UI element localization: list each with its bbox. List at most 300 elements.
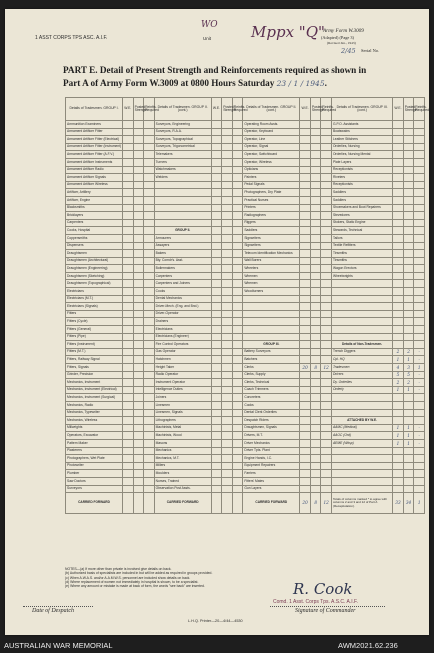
trade-cell: Clerks, Supply: [243, 371, 300, 379]
value-cell-reinf: -: [414, 348, 425, 356]
value-cell-reinf: [144, 121, 155, 129]
value-cell-reinf: [144, 128, 155, 136]
trade-cell: Operating Room Assts.: [243, 121, 300, 129]
value-cell-posted: [403, 265, 414, 273]
col-header-group2a: Details of Tradesmen. GROUP II. (cont.): [154, 98, 211, 121]
value-cell-posted: [403, 257, 414, 265]
trade-cell: Armament Artificer Instruments: [66, 158, 123, 166]
value-cell-posted: [310, 432, 321, 440]
value-cell-we: [211, 280, 222, 288]
value-cell-we: [393, 417, 404, 425]
value-cell-reinf: [232, 371, 243, 379]
value-cell-we: [211, 394, 222, 402]
value-cell-posted: [133, 401, 144, 409]
trade-cell: Assayers: [154, 242, 211, 250]
value-cell-posted: [222, 234, 233, 242]
trade-cell: Armament Artificer Wireless: [66, 181, 123, 189]
value-cell-reinf: [321, 189, 332, 197]
value-cell-reinf: [232, 204, 243, 212]
value-cell-reinf: [321, 136, 332, 144]
value-cell-posted: [403, 470, 414, 478]
value-cell-posted: [222, 318, 233, 326]
value-cell-reinf: [144, 432, 155, 440]
value-cell-reinf: [321, 151, 332, 159]
archive-footer: [0, 638, 434, 653]
value-cell-reinf: [321, 379, 332, 387]
value-cell-posted: [133, 121, 144, 129]
value-cell-we: [393, 219, 404, 227]
value-cell-posted: 1: [403, 432, 414, 440]
value-cell-we: 1: [393, 432, 404, 440]
value-cell-reinf: [144, 227, 155, 235]
value-cell-reinf: [232, 439, 243, 447]
value-cell-posted: [133, 158, 144, 166]
value-cell-we: [211, 333, 222, 341]
value-cell-we: [123, 280, 134, 288]
value-cell-we: 20: [300, 364, 311, 372]
trade-cell: Electricians (Engineer): [154, 333, 211, 341]
value-cell-we: [123, 158, 134, 166]
value-cell-we: [211, 151, 222, 159]
value-cell-reinf: [321, 121, 332, 129]
trade-cell: Watchmakers: [154, 166, 211, 174]
value-cell-posted: [310, 257, 321, 265]
cf-total-posted: 34: [403, 493, 414, 514]
trade-cell: Wagon Erectors: [331, 265, 392, 273]
trade-cell: [331, 394, 392, 402]
trade-cell: [243, 310, 300, 318]
value-cell-we: [123, 128, 134, 136]
trade-cell: Mechanics: [154, 447, 211, 455]
value-cell-posted: [133, 272, 144, 280]
value-cell-we: 2: [393, 348, 404, 356]
trade-cell: Stewards, Technical: [331, 227, 392, 235]
table-row: [66, 386, 425, 394]
value-cell-reinf: [321, 394, 332, 402]
title-date-suffix: .: [324, 78, 327, 88]
value-cell-posted: [403, 219, 414, 227]
value-cell-posted: [222, 227, 233, 235]
value-cell-reinf: [321, 447, 332, 455]
cf-group3-posted: 8: [310, 493, 321, 514]
value-cell-we: [211, 417, 222, 425]
part-e-title: [63, 64, 393, 90]
value-cell-posted: [310, 424, 321, 432]
value-cell-we: [211, 136, 222, 144]
value-cell-reinf: [414, 166, 425, 174]
value-cell-we: [300, 234, 311, 242]
value-cell-posted: [133, 288, 144, 296]
value-cell-reinf: [232, 386, 243, 394]
value-cell-we: [393, 288, 404, 296]
value-cell-reinf: [144, 455, 155, 463]
value-cell-posted: [133, 219, 144, 227]
trade-cell: Gun Layers: [243, 485, 300, 493]
cf-group3-reinf: 12: [321, 493, 332, 514]
value-cell-reinf: 1: [414, 364, 425, 372]
value-cell-posted: [310, 158, 321, 166]
trade-cell: Orderlies, Nursing: [331, 143, 392, 151]
value-cell-reinf: [232, 219, 243, 227]
value-cell-posted: [133, 318, 144, 326]
value-cell-we: [123, 310, 134, 318]
col-header-posted: Posted Strength: [222, 98, 233, 121]
value-cell-reinf: [232, 181, 243, 189]
trade-cell: Fitters, Signals: [66, 364, 123, 372]
value-cell-we: [211, 189, 222, 197]
serial-value: 2/45: [341, 47, 356, 55]
value-cell-we: [300, 318, 311, 326]
trade-cell: Boilermakers: [154, 265, 211, 273]
value-cell-posted: [403, 151, 414, 159]
value-cell-reinf: [321, 462, 332, 470]
value-cell-reinf: [144, 234, 155, 242]
trade-cell: Fitters (Cycle): [66, 318, 123, 326]
trade-cell: Cooks: [154, 288, 211, 296]
value-cell-posted: [222, 136, 233, 144]
value-cell-posted: 1: [403, 386, 414, 394]
value-cell-reinf: [414, 257, 425, 265]
trade-cell: Dental Clerk Orderlies: [243, 409, 300, 417]
col-header-posted: Posted Strength: [133, 98, 144, 121]
trade-cell: Ammunition Examiners: [66, 121, 123, 129]
value-cell-we: [211, 265, 222, 273]
trade-cell: Artificer, Engine: [66, 196, 123, 204]
value-cell-reinf: [232, 242, 243, 250]
value-cell-posted: [133, 326, 144, 334]
value-cell-we: [211, 470, 222, 478]
trade-cell: Surveyors: [66, 485, 123, 493]
value-cell-reinf: -: [414, 424, 425, 432]
value-cell-reinf: [232, 462, 243, 470]
value-cell-posted: [310, 394, 321, 402]
value-cell-reinf: [414, 272, 425, 280]
value-cell-reinf: [144, 364, 155, 372]
trade-cell: Drivers: [331, 371, 392, 379]
table-row: [66, 439, 425, 447]
value-cell-posted: [403, 204, 414, 212]
value-cell-we: [300, 417, 311, 425]
value-cell-posted: [222, 212, 233, 220]
trade-cell: Fitters: [66, 310, 123, 318]
trade-cell: Practical Nurses: [243, 196, 300, 204]
value-cell-posted: [403, 295, 414, 303]
trade-cell: Mechanics, M.T.: [154, 455, 211, 463]
value-cell-we: [393, 121, 404, 129]
trade-cell: Printers: [243, 204, 300, 212]
value-cell-we: [393, 136, 404, 144]
value-cell-posted: [310, 326, 321, 334]
value-cell-we: [211, 272, 222, 280]
value-cell-we: [123, 432, 134, 440]
value-cell-posted: [222, 470, 233, 478]
value-cell-we: [300, 204, 311, 212]
value-cell-we: [123, 447, 134, 455]
value-cell-posted: [133, 364, 144, 372]
value-cell-reinf: [321, 265, 332, 273]
trade-cell: [331, 318, 392, 326]
value-cell-reinf: [232, 333, 243, 341]
value-cell-reinf: [414, 265, 425, 273]
trade-cell: Artificer, Artillery: [66, 189, 123, 197]
value-cell-reinf: [414, 295, 425, 303]
trade-cell: Hatchmen: [154, 356, 211, 364]
form-adapted: (Adapted) (Page 3): [321, 35, 354, 40]
trade-cell: Fitters (General): [66, 326, 123, 334]
value-cell-reinf: [232, 143, 243, 151]
value-cell-we: [300, 242, 311, 250]
trade-cell: Pattern Maker: [66, 439, 123, 447]
col-header-reinf: Reinfts. Required: [144, 98, 155, 121]
value-cell-posted: [222, 485, 233, 493]
value-cell-we: [300, 439, 311, 447]
value-cell-we: [211, 257, 222, 265]
trade-cell: [331, 485, 392, 493]
value-cell-reinf: [321, 234, 332, 242]
value-cell-we: [300, 143, 311, 151]
value-cell-we: [123, 477, 134, 485]
value-cell-reinf: [414, 288, 425, 296]
value-cell-posted: [403, 181, 414, 189]
commander-signature: R. Cook: [293, 580, 353, 598]
value-cell-we: [211, 386, 222, 394]
value-cell-posted: [310, 280, 321, 288]
value-cell-posted: [133, 409, 144, 417]
value-cell-posted: [310, 386, 321, 394]
value-cell-we: [300, 265, 311, 273]
value-cell-we: [211, 250, 222, 258]
value-cell-we: [211, 455, 222, 463]
value-cell-we: [393, 189, 404, 197]
value-cell-posted: [133, 394, 144, 402]
col-header-reinf: Reinfts. Required: [321, 98, 332, 121]
value-cell-reinf: [414, 234, 425, 242]
trade-cell: Moulders: [154, 470, 211, 478]
value-cell-reinf: [414, 326, 425, 334]
trade-cell: [331, 409, 392, 417]
value-cell-posted: [310, 265, 321, 273]
value-cell-we: [211, 128, 222, 136]
table-row: [66, 394, 425, 402]
value-cell-we: [211, 310, 222, 318]
table-row: [66, 356, 425, 364]
value-cell-posted: [310, 204, 321, 212]
trade-cell: Bty. Comdr's. Asst.: [154, 257, 211, 265]
table-row: [66, 166, 425, 174]
trade-cell: Operator, Wireless: [243, 158, 300, 166]
value-cell-posted: [403, 136, 414, 144]
value-cell-we: [123, 318, 134, 326]
value-cell-reinf: [321, 417, 332, 425]
value-cell-posted: [133, 371, 144, 379]
value-cell-reinf: [414, 310, 425, 318]
value-cell-we: [393, 242, 404, 250]
value-cell-reinf: [414, 196, 425, 204]
value-cell-posted: [133, 341, 144, 349]
value-cell-reinf: [321, 409, 332, 417]
value-cell-reinf: [321, 432, 332, 440]
value-cell-we: [393, 181, 404, 189]
value-cell-we: [211, 204, 222, 212]
value-cell-posted: [133, 128, 144, 136]
table-row: [66, 288, 425, 296]
table-header-row: [66, 98, 425, 121]
trade-cell: Mechanics, Radio: [66, 401, 123, 409]
value-cell-posted: [222, 288, 233, 296]
trade-cell: [154, 189, 211, 197]
trade-cell: Photographers, Wet Plate: [66, 455, 123, 463]
value-cell-we: [300, 394, 311, 402]
trade-cell: Joiners: [154, 394, 211, 402]
value-cell-we: [211, 364, 222, 372]
trade-cell: [243, 333, 300, 341]
trade-cell: Lithographers: [154, 417, 211, 425]
value-cell-we: 1: [393, 439, 404, 447]
value-cell-reinf: [321, 158, 332, 166]
trade-cell: Plasterers: [66, 447, 123, 455]
value-cell-we: [393, 326, 404, 334]
value-cell-we: [211, 401, 222, 409]
value-cell-we: [211, 462, 222, 470]
value-cell-we: [211, 227, 222, 235]
value-cell-we: [211, 356, 222, 364]
note-line: NOTES—(a) If more other than private is involved give details on back.: [65, 567, 172, 571]
value-cell-reinf: [232, 326, 243, 334]
value-cell-posted: [133, 470, 144, 478]
value-cell-posted: [222, 417, 233, 425]
value-cell-posted: [310, 455, 321, 463]
value-cell-we: [300, 326, 311, 334]
table-row: [66, 250, 425, 258]
trade-cell: Fitters (M.T.): [66, 348, 123, 356]
value-cell-we: [123, 288, 134, 296]
value-cell-reinf: [144, 310, 155, 318]
trade-cell: [331, 288, 392, 296]
value-cell-reinf: [232, 485, 243, 493]
value-cell-posted: [133, 151, 144, 159]
table-row: [66, 326, 425, 334]
value-cell-we: [123, 371, 134, 379]
note-line: (c) When A.W.A.S. and/or A.A.M.W.S. personnel are included show details on back.: [65, 575, 191, 580]
trade-cell: Engine Hands, I.C.: [243, 455, 300, 463]
trade-cell: Textile Refitters: [331, 242, 392, 250]
trade-cell: [331, 280, 392, 288]
value-cell-we: [300, 272, 311, 280]
trade-cell: Linesmen: [154, 401, 211, 409]
value-cell-posted: [403, 143, 414, 151]
table-row: [66, 189, 425, 197]
mppx-annotation: Mppx "Q": [251, 23, 325, 41]
unit-typed: 1 ASST CORPS TPS ASC. A.I.F.: [35, 35, 108, 41]
value-cell-we: [393, 158, 404, 166]
value-cell-posted: [403, 303, 414, 311]
value-cell-reinf: [144, 204, 155, 212]
value-cell-posted: [403, 477, 414, 485]
trade-cell: [243, 295, 300, 303]
value-cell-we: [211, 432, 222, 440]
value-cell-reinf: [321, 333, 332, 341]
trade-cell: Operator, Keyboard: [243, 128, 300, 136]
value-cell-we: [123, 326, 134, 334]
value-cell-posted: [133, 174, 144, 182]
value-cell-reinf: [144, 485, 155, 493]
value-cell-we: [123, 166, 134, 174]
trade-cell: Coach Trimmers: [243, 386, 300, 394]
value-cell-we: [300, 485, 311, 493]
value-cell-posted: [310, 333, 321, 341]
value-cell-we: [123, 272, 134, 280]
value-cell-posted: [403, 121, 414, 129]
trade-cell: Armament Artificer Fitter (A.F.V.): [66, 151, 123, 159]
trade-cell: [331, 462, 392, 470]
value-cell-we: [123, 136, 134, 144]
value-cell-we: [393, 250, 404, 258]
value-cell-posted: [222, 158, 233, 166]
value-cell-we: [211, 242, 222, 250]
value-cell-posted: [310, 121, 321, 129]
value-cell-reinf: [414, 219, 425, 227]
value-cell-reinf: [232, 196, 243, 204]
value-cell-posted: [133, 424, 144, 432]
value-cell-posted: 1: [403, 424, 414, 432]
table-body: [66, 121, 425, 493]
trade-cell: Radiographers: [243, 212, 300, 220]
value-cell-posted: [403, 455, 414, 463]
value-cell-reinf: -: [414, 432, 425, 440]
despatch-label: Date of Despatch: [32, 608, 74, 614]
value-cell-reinf: [321, 212, 332, 220]
value-cell-we: [300, 189, 311, 197]
value-cell-reinf: [232, 128, 243, 136]
value-cell-reinf: [144, 272, 155, 280]
value-cell-reinf: [414, 477, 425, 485]
carried-forward-label-3: CARRIED FORWARD: [243, 493, 300, 514]
value-cell-we: [123, 265, 134, 273]
value-cell-posted: [222, 326, 233, 334]
value-cell-posted: [222, 348, 233, 356]
value-cell-posted: [310, 439, 321, 447]
value-cell-we: [211, 174, 222, 182]
trade-cell: Receptionists: [331, 181, 392, 189]
table-row: [66, 234, 425, 242]
value-cell-reinf: -: [414, 356, 425, 364]
value-cell-we: 1: [393, 356, 404, 364]
table-row: [66, 280, 425, 288]
value-cell-posted: [403, 462, 414, 470]
value-cell-reinf: [144, 196, 155, 204]
cf-total-we: 33: [393, 493, 404, 514]
value-cell-we: [300, 409, 311, 417]
value-cell-posted: [133, 356, 144, 364]
value-cell-posted: [403, 227, 414, 235]
value-cell-reinf: [144, 341, 155, 349]
value-cell-posted: [310, 174, 321, 182]
value-cell-we: 1: [393, 386, 404, 394]
value-cell-we: [300, 151, 311, 159]
value-cell-posted: [133, 212, 144, 220]
value-cell-we: [211, 341, 222, 349]
trade-cell: Tailors: [331, 234, 392, 242]
table-row: [66, 432, 425, 440]
value-cell-reinf: [414, 128, 425, 136]
value-cell-we: [211, 379, 222, 387]
value-cell-posted: [310, 379, 321, 387]
value-cell-reinf: [232, 250, 243, 258]
value-cell-posted: [222, 310, 233, 318]
value-cell-we: [123, 189, 134, 197]
value-cell-we: 5: [393, 371, 404, 379]
trade-cell: Draughtsmen (Architectural): [66, 257, 123, 265]
